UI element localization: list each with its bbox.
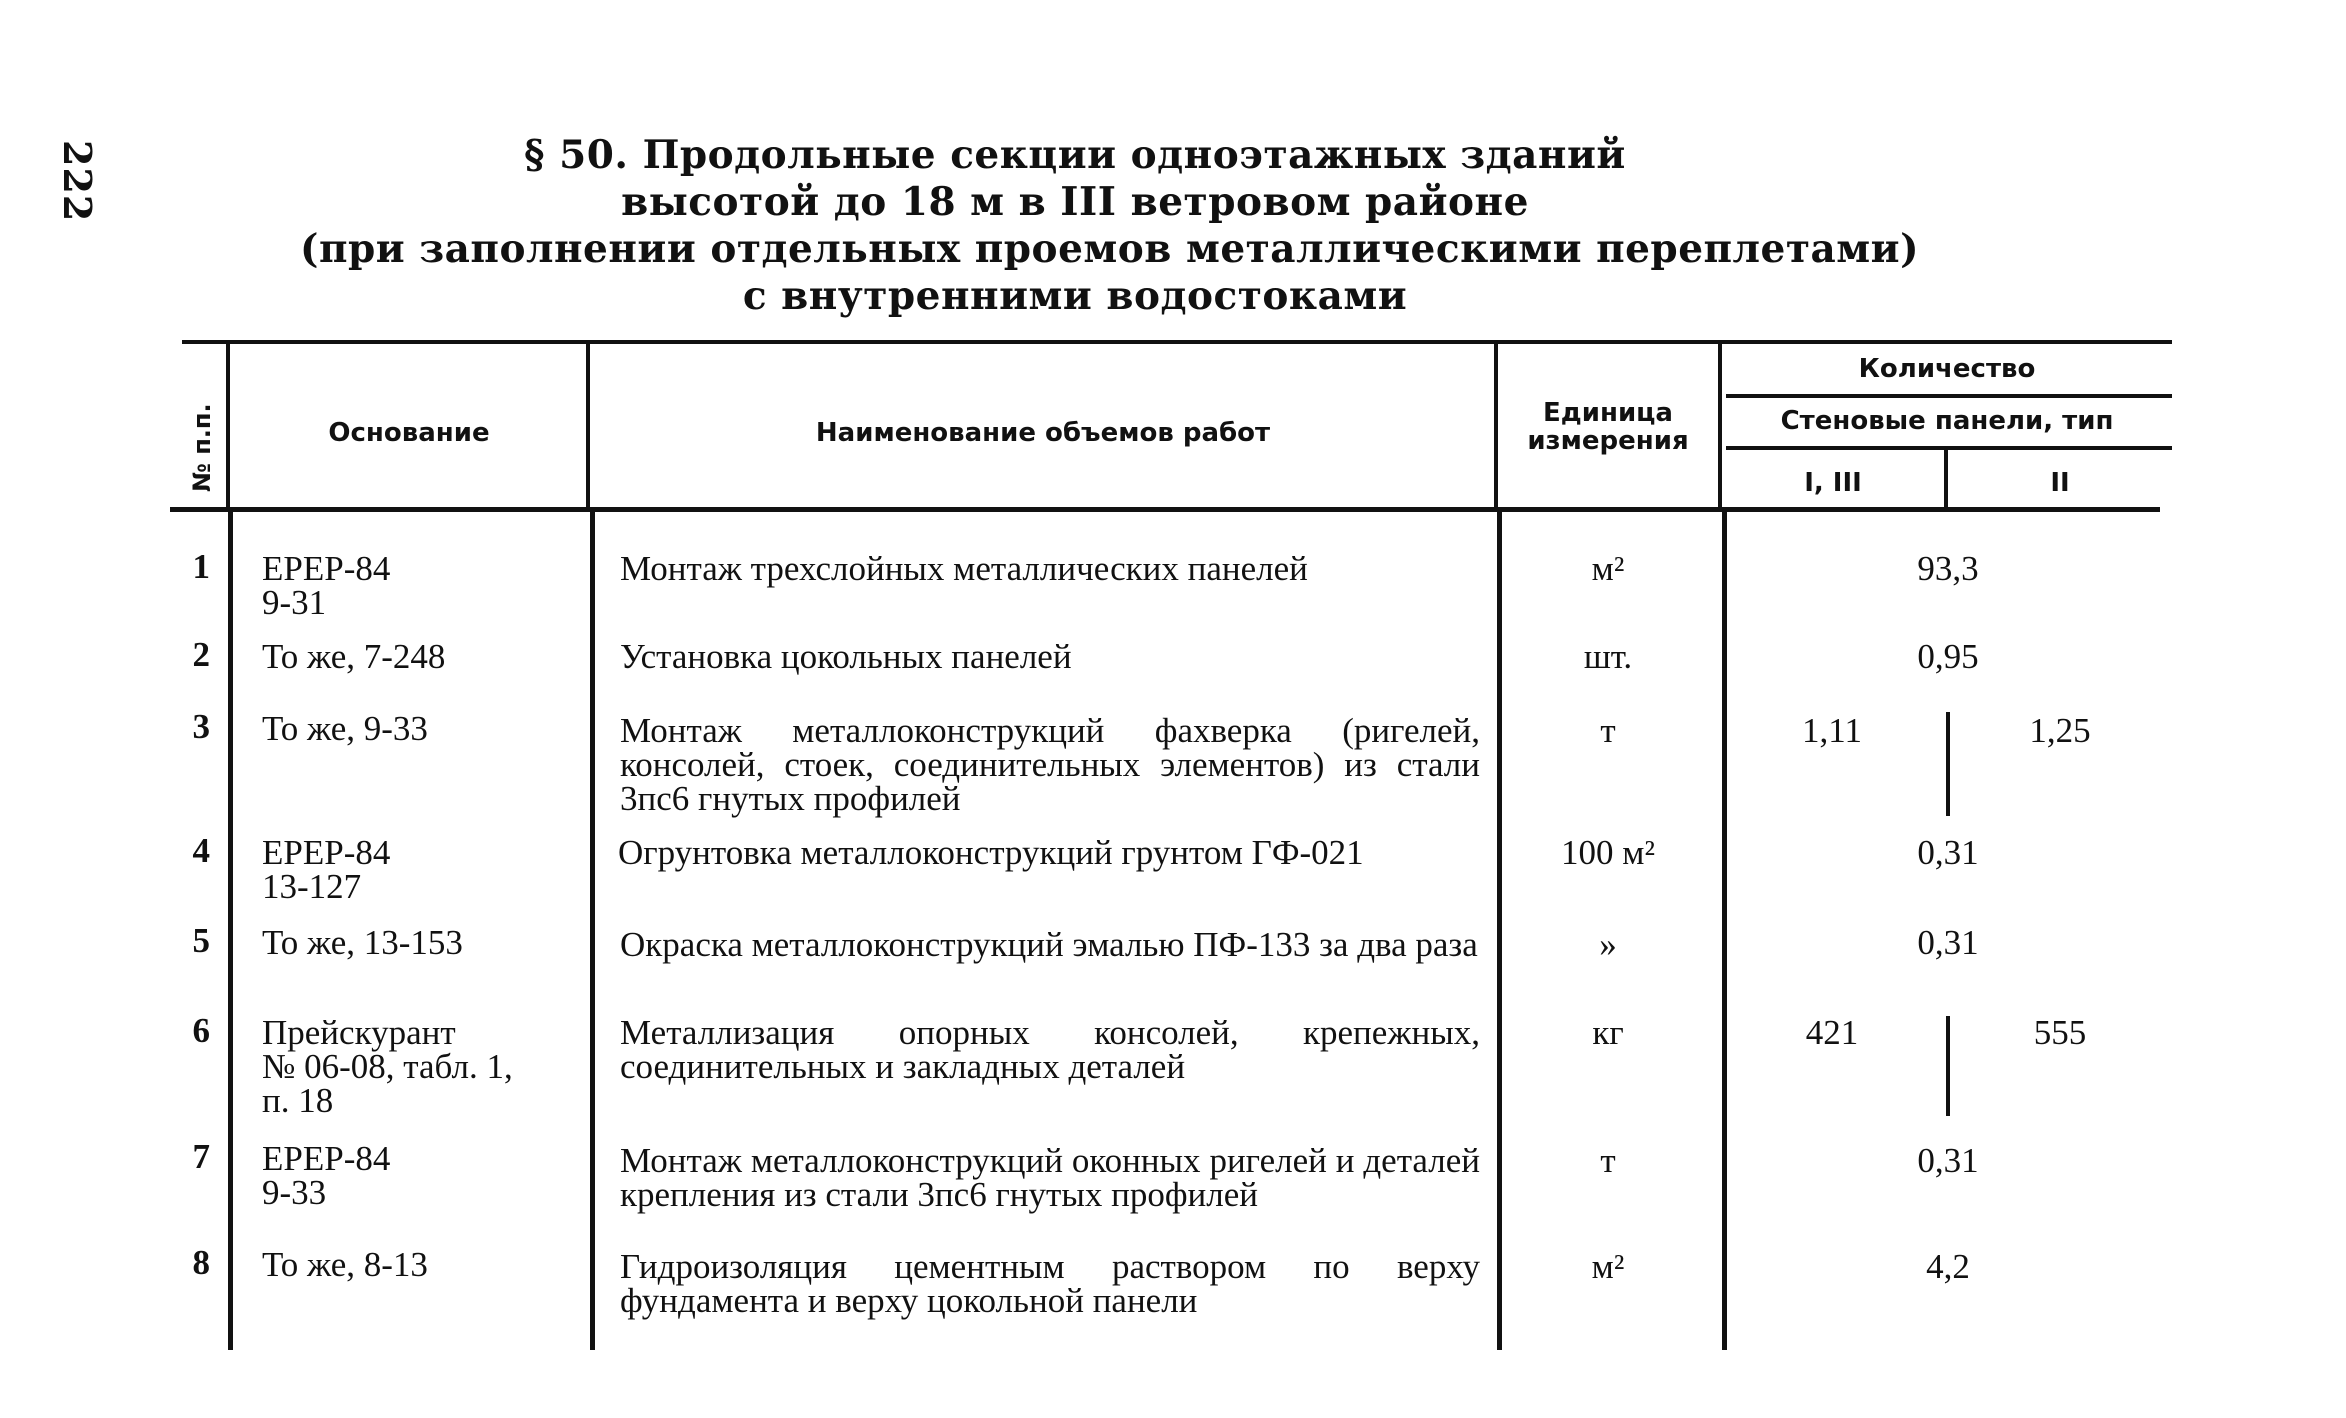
- header-bottom-border: [170, 507, 2160, 512]
- row-work: Гидроизоляция цементным раствором по верху фундамента и верху цокольной панели: [620, 1247, 1480, 1320]
- row-unit: т: [1600, 1141, 1616, 1180]
- quantity-divider: [1726, 394, 2172, 398]
- row-number: 1: [192, 547, 210, 586]
- title-line-4: с внутренними водостоками: [742, 273, 1408, 319]
- header-quantity: Количество: [1858, 354, 2036, 384]
- header-vline-1: [226, 344, 230, 507]
- row-unit: 100 м²: [1561, 833, 1655, 872]
- row-basis: ЕРЕР-84 9-33: [262, 1139, 391, 1212]
- page-number: 222: [55, 140, 100, 223]
- row-basis: Прейскурант № 06-08, табл. 1, п. 18: [262, 1013, 513, 1120]
- title-line-1: § 50. Продольные секции одноэтажных зданий: [524, 132, 1626, 178]
- row-basis: То же, 9-33: [262, 709, 428, 748]
- header-basis: Основание: [328, 418, 490, 448]
- row-basis: То же, 7-248: [262, 637, 446, 676]
- row-work: Монтаж металлоконструкций фахверка (ригелей, консолей, стоек, соединительных элементов) из стали 3пс6 гнутых профилей: [620, 711, 1480, 818]
- row-number: 8: [192, 1243, 210, 1282]
- header-vline-2: [586, 344, 590, 507]
- panels-divider: [1726, 446, 2172, 450]
- header-type-2: II: [2050, 468, 2070, 498]
- row-unit: м²: [1591, 549, 1625, 588]
- row-qty-type-1-3: 421: [1805, 1013, 1859, 1052]
- row-work: Установка цокольных панелей: [620, 637, 1072, 676]
- row-qty-type-2: 555: [2033, 1013, 2087, 1052]
- table-top-border: [182, 340, 2172, 344]
- row-number: 3: [192, 707, 210, 746]
- row-qty-common: 0,95: [1917, 637, 1979, 676]
- header-type-1-3: I, III: [1804, 468, 1862, 498]
- row-work: Монтаж металлоконструкций оконных ригелей и деталей крепления из стали 3пс6 гнутых профилей: [620, 1141, 1480, 1214]
- row-qty-type-1-3: 1,11: [1802, 711, 1862, 750]
- row-number: 2: [192, 635, 210, 674]
- row-work: Монтаж трехслойных металлических панелей: [620, 549, 1308, 588]
- row-work: Окраска металлоконструкций эмалью ПФ-133 за два раза: [620, 925, 1478, 964]
- title-line-3: (при заполнении отдельных проемов металлическими переплетами): [300, 226, 1920, 272]
- row-unit: кг: [1592, 1013, 1624, 1052]
- row-qty-common: 0,31: [1917, 833, 1979, 872]
- row-basis: То же, 8-13: [262, 1245, 428, 1284]
- row-qty-common: 0,31: [1917, 1141, 1979, 1180]
- row-unit: »: [1599, 925, 1617, 964]
- row-basis: ЕРЕР-84 13-127: [262, 833, 391, 906]
- row-number: 4: [192, 831, 210, 870]
- row-basis: То же, 13-153: [262, 923, 463, 962]
- header-panels: Стеновые панели, тип: [1780, 406, 2114, 436]
- row-work: Металлизация опорных консолей, крепежных, соединительных и закладных деталей: [620, 1013, 1480, 1086]
- title-line-2: высотой до 18 м в III ветровом районе: [621, 179, 1529, 225]
- row-work: Огрунтовка металлоконструкций грунтом ГФ-021: [618, 833, 1364, 872]
- row-qty-common: 0,31: [1917, 923, 1979, 962]
- header-work: Наименование объемов работ: [815, 418, 1271, 448]
- row-number: 7: [192, 1137, 210, 1176]
- row-basis: ЕРЕР-84 9-31: [262, 549, 391, 622]
- row-qty-type-2: 1,25: [2029, 711, 2091, 750]
- header-unit-2: измерения: [1527, 426, 1689, 456]
- row6-qty-split: [1946, 1016, 1950, 1116]
- row3-qty-split: [1946, 712, 1950, 816]
- row-unit: т: [1600, 711, 1616, 750]
- row-unit: м²: [1591, 1247, 1625, 1286]
- body-vline-1: [228, 512, 233, 1350]
- row-qty-common: 4,2: [1926, 1247, 1970, 1286]
- row-number: 5: [192, 921, 210, 960]
- section-title: [300, 132, 1920, 320]
- row-unit: шт.: [1583, 637, 1633, 676]
- header-num: № п.п.: [188, 403, 216, 492]
- body-vline-4: [1722, 512, 1727, 1350]
- row-qty-common: 93,3: [1917, 549, 1979, 588]
- header-unit-1: Единица: [1543, 398, 1673, 428]
- row-number: 6: [192, 1011, 210, 1050]
